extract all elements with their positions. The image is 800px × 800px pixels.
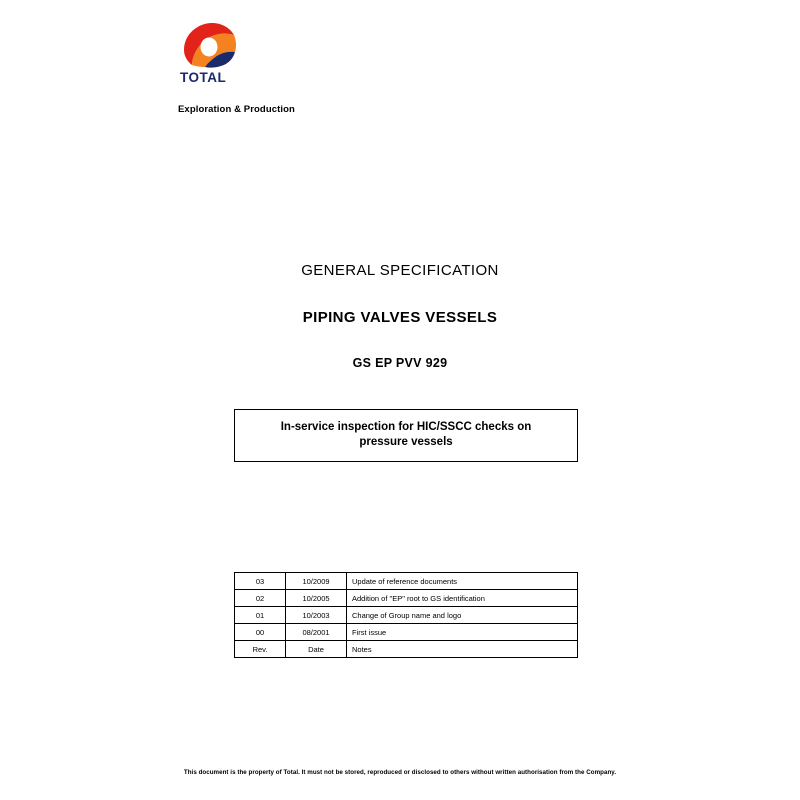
total-logo-icon bbox=[180, 20, 238, 68]
subject-line-1: In-service inspection for HIC/SSCC checks on bbox=[280, 421, 532, 433]
table-row bbox=[235, 624, 578, 641]
column-header-rev: Rev. bbox=[235, 641, 286, 658]
cell-rev: 02 bbox=[235, 590, 286, 607]
cell-date: 10/2005 bbox=[286, 590, 347, 607]
subject-line-2: pressure vessels bbox=[359, 436, 453, 448]
page-title-reference: GS EP PVV 929 bbox=[352, 356, 448, 370]
cell-notes: Update of reference documents bbox=[347, 573, 578, 590]
cell-rev: 03 bbox=[235, 573, 286, 590]
page-title-general: GENERAL SPECIFICATION bbox=[301, 262, 499, 279]
column-header-notes: Notes bbox=[347, 641, 578, 658]
cell-rev: 01 bbox=[235, 607, 286, 624]
cell-date: 10/2009 bbox=[286, 573, 347, 590]
table-row bbox=[235, 573, 578, 590]
revision-table bbox=[234, 572, 578, 658]
column-header-date: Date bbox=[286, 641, 347, 658]
title-block bbox=[0, 262, 800, 370]
table-row bbox=[235, 607, 578, 624]
cell-notes: Addition of "EP" root to GS identification bbox=[347, 590, 578, 607]
subject-box bbox=[234, 409, 578, 462]
cell-date: 10/2003 bbox=[286, 607, 347, 624]
cell-notes: Change of Group name and logo bbox=[347, 607, 578, 624]
table-header-row bbox=[235, 641, 578, 658]
total-logo-block bbox=[178, 20, 298, 90]
department-label: Exploration & Production bbox=[178, 104, 295, 115]
table-row bbox=[235, 590, 578, 607]
page-title-discipline: PIPING VALVES VESSELS bbox=[302, 309, 498, 326]
footer-notice: This document is the property of Total. It must not be stored, reproduced or disclosed to others without written authorisation from the Company. bbox=[183, 769, 617, 776]
cell-notes: First issue bbox=[347, 624, 578, 641]
cell-rev: 00 bbox=[235, 624, 286, 641]
total-logo-wordmark: TOTAL bbox=[180, 70, 227, 85]
cell-date: 08/2001 bbox=[286, 624, 347, 641]
